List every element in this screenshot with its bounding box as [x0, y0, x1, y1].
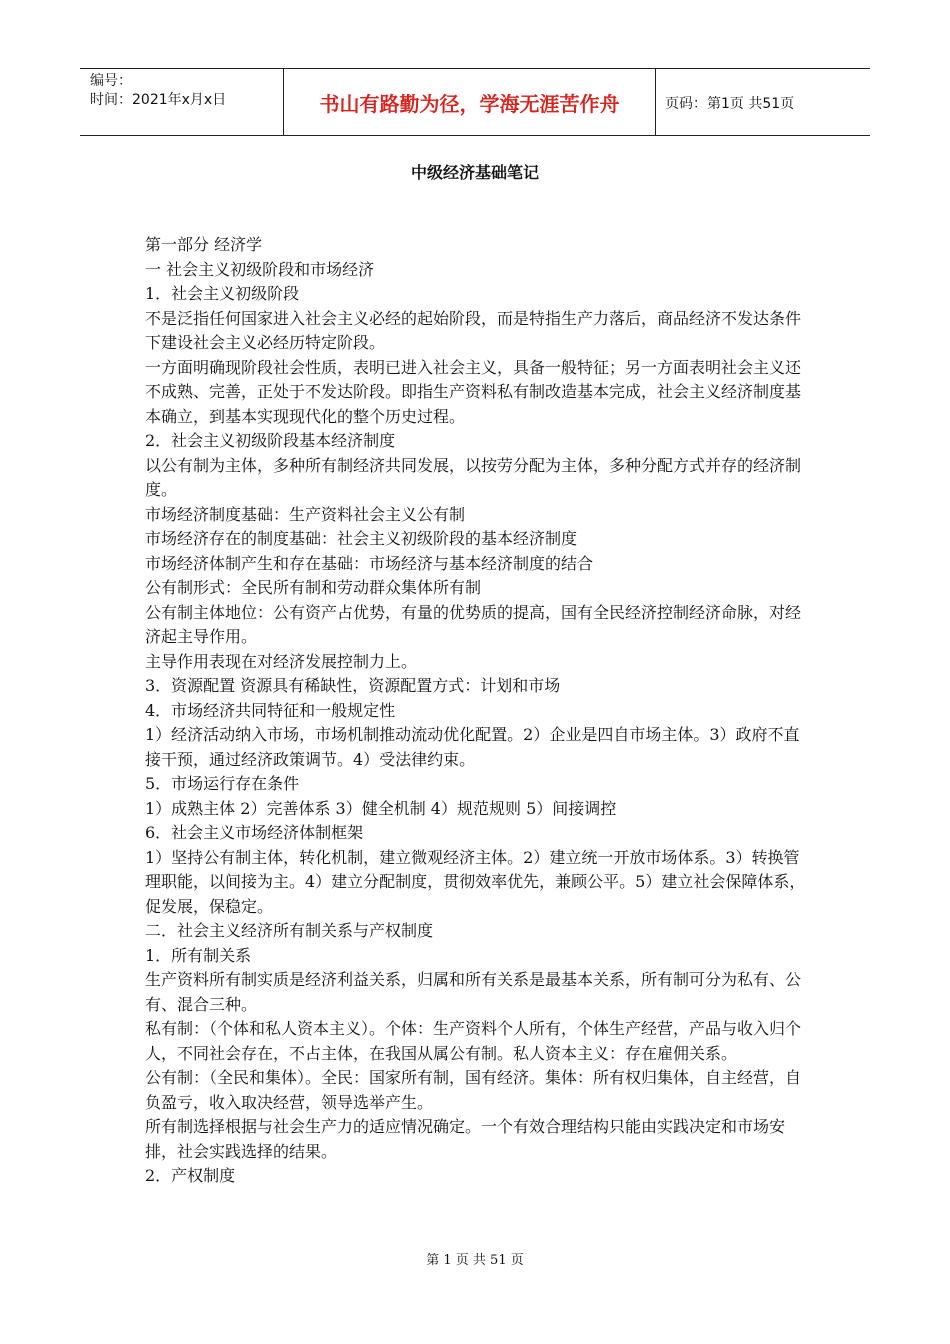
- paragraph: 以公有制为主体，多种所有制经济共同发展，以按劳分配为主体，多种分配方式并存的经济制度。: [145, 455, 802, 499]
- document-body: [145, 233, 810, 1189]
- paragraph: 生产资料所有制实质是经济利益关系，归属和所有关系是最基本关系，所有制可分为私有、公有、混合三种。: [145, 970, 802, 1014]
- paragraph: 6．社会主义市场经济体制框架: [145, 823, 364, 842]
- paragraph: 1）坚持公有制主体，转化机制，建立微观经济主体。2）建立统一开放市场体系。3）转换管理职能，以间接为主。4）建立分配制度，贯彻效率优先，兼顾公平。5）建立社会保障体系，促发展，保稳定。: [145, 847, 806, 916]
- paragraph: 4．市场经济共同特征和一般规定性: [145, 700, 396, 720]
- paragraph: 5．市场运行存在条件: [145, 774, 300, 793]
- paragraph: 不是泛指任何国家进入社会主义必经的起始阶段，而是特指生产力落后，商品经济不发达条件下建设社会主义必经历特定阶段。: [145, 308, 802, 352]
- paragraph: 主导作用表现在对经济发展控制力上。: [145, 651, 418, 671]
- paragraph: 1．所有制关系: [145, 945, 252, 965]
- paragraph: 2．社会主义初级阶段基本经济制度: [145, 431, 396, 450]
- paragraph: 1．社会主义初级阶段: [145, 284, 300, 303]
- date-label: 时间：2021年x月x日: [90, 92, 227, 108]
- paragraph: 第一部分 经济学: [145, 235, 263, 254]
- paragraph: 3．资源配置 资源具有稀缺性，资源配置方式：计划和市场: [145, 676, 561, 695]
- paragraph: 一 社会主义初级阶段和市场经济: [145, 259, 375, 279]
- paragraph: 所有制选择根据与社会生产力的适应情况确定。一个有效合理结构只能由实践决定和市场安排，社会实践选择的结果。: [145, 1117, 786, 1161]
- header-bottom-rule: [80, 135, 870, 136]
- paragraph: 市场经济制度基础：生产资料社会主义公有制: [145, 504, 466, 524]
- paragraph: 2．产权制度: [145, 1166, 236, 1185]
- header-page-info: 页码：第1页 共51页: [665, 96, 795, 112]
- paragraph: 二．社会主义经济所有制关系与产权制度: [145, 921, 434, 940]
- number-label: 编号：: [90, 73, 132, 89]
- header-divider-right: [655, 68, 656, 135]
- paragraph: 1）经济活动纳入市场，市场机制推动流动优化配置。2）企业是四自市场主体。3）政府不直接干预，通过经济政策调节。4）受法律约束。: [145, 725, 800, 769]
- document-title: 中级经济基础笔记: [410, 163, 539, 182]
- paragraph: 市场经济存在的制度基础：社会主义初级阶段的基本经济制度: [145, 529, 578, 548]
- paragraph: 市场经济体制产生和存在基础：市场经济与基本经济制度的结合: [145, 553, 594, 573]
- paragraph: 公有制：（全民和集体）。全民：国家所有制，国有经济。集体：所有权归集体，自主经营，自负盈亏，收入取决经营，领导选举产生。: [145, 1068, 802, 1112]
- paragraph: 1）成熟主体 2）完善体系 3）健全机制 4）规范规则 5）间接调控: [145, 798, 617, 818]
- page-footer: 第 1 页 共 51 页: [426, 1253, 524, 1268]
- paragraph: 私有制：（个体和私人资本主义）。个体：生产资料个人所有，个体生产经营，产品与收入归个人，不同社会存在，不占主体，在我国从属公有制。私人资本主义：存在雇佣关系。: [145, 1019, 802, 1063]
- paragraph: 公有制主体地位：公有资产占优势，有量的优势质的提高，国有全民经济控制经济命脉，对经济起主导作用。: [145, 602, 802, 646]
- header-meta: [90, 72, 280, 110]
- paragraph: 公有制形式：全民所有制和劳动群众集体所有制: [145, 578, 482, 597]
- header-top-rule: [80, 68, 870, 69]
- paragraph: 一方面明确现阶段社会性质，表明已进入社会主义，具备一般特征；另一方面表明社会主义还不成熟、完善，正处于不发达阶段。即指生产资料私有制改造基本完成，社会主义经济制度基本确立，到基本实现现代化的整个历史过程。: [145, 357, 802, 426]
- header-motto: 书山有路勤为径，学海无涯苦作舟: [319, 92, 620, 116]
